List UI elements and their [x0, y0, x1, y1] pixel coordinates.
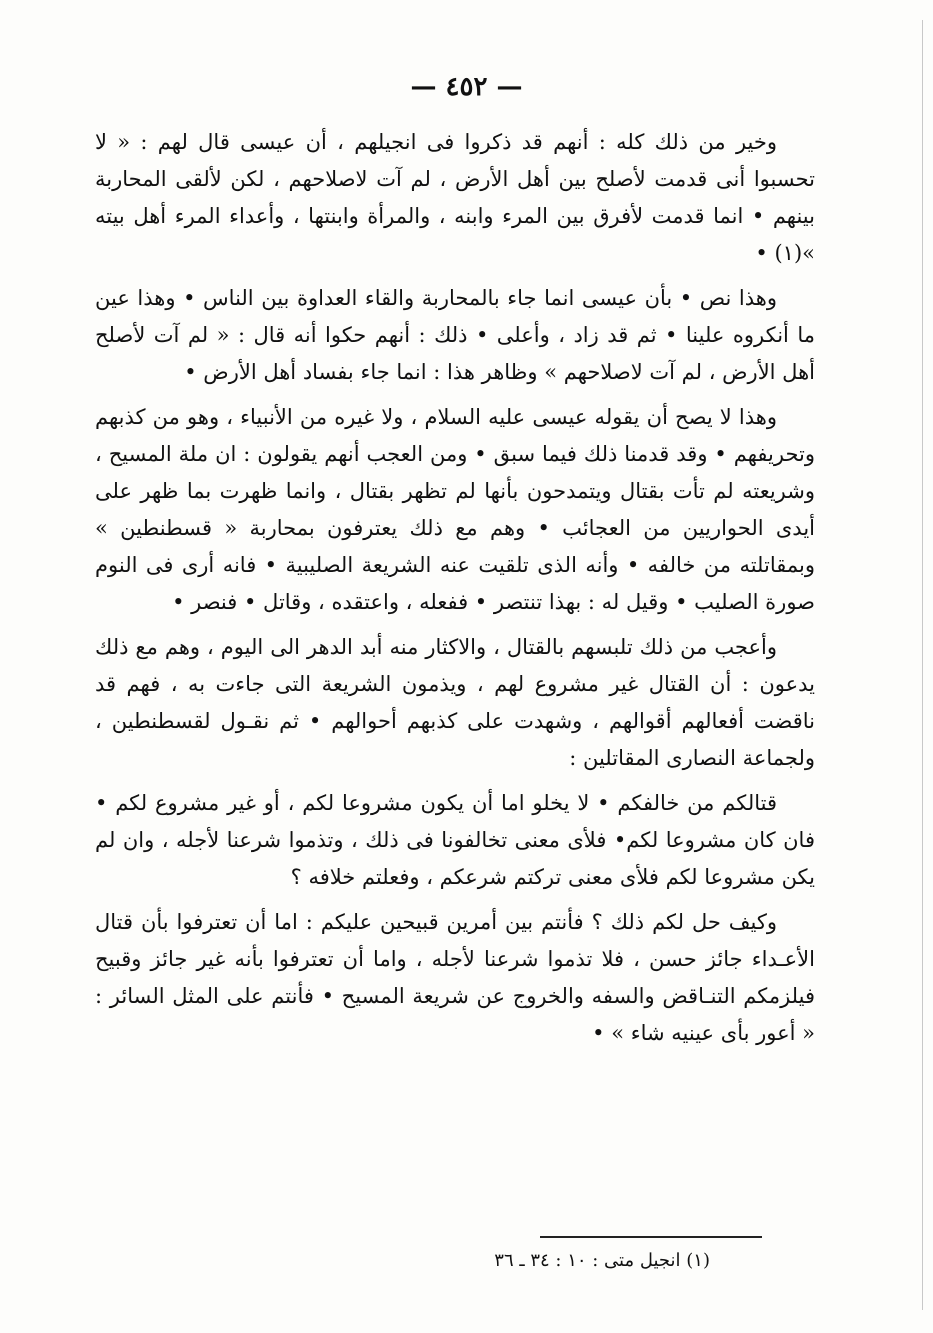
paragraph-5: قتالكم من خالفكم • لا يخلو اما أن يكون مشروعا لكم ، أو غير مشروع لكم • فان كان مشروعا لكم• فلأى معنى تخالفونا فى ذلك ، وتذموا شرعنا لأجله ، وان لم يكن مشروعا لكم فلأى معنى تركتم شرعكم ، وفعلتم خلافه ؟ [95, 791, 815, 889]
page-number: — ٤٥٢ — [410, 72, 523, 102]
body-text [95, 124, 815, 1060]
paragraph-6: وكيف حل لكم ذلك ؟ فأنتم بين أمرين قبيحين عليكم : اما أن تعترفوا بأن قتال الأعـداء جائز حسن ، فلا تذموا شرعنا لأجله ، واما أن تعترفوا بأنه غير جائز وقبيح فيلزمكم التنـاقض والسفه والخروج عن شريعة المسيح • فأنتم على المثل السائر : « أعور بأى عينيه شاء » • [95, 910, 815, 1045]
paragraph-4: وأعجب من ذلك تلبسهم بالقتال ، والاكثار منه أبد الدهر الى اليوم ، وهم مع ذلك يدعون : أن القتال غير مشروع لهم ، ويذمون الشريعة التى جاءت به ، فهم قد ناقضت أفعالهم أقوالهم ، وشهدت على كذبهم أحوالهم • ثم نقـول لقسطنطين ، ولجماعة النصارى المقاتلين : [95, 635, 815, 770]
page-edge-line [922, 20, 923, 1310]
paragraph-1: وخير من ذلك كله : أنهم قد ذكروا فى انجيلهم ، أن عيسى قال لهم : « لا تحسبوا أنى قدمت لأصلح بين أهل الأرض ، لم آت لاصلاحهم ، لكن لألقى المحاربة بينهم • انما قدمت لأفرق بين المرء وابنه ، والمرأة وابنتها ، وأعداء المرء أهل بيته »(١) • [95, 130, 815, 265]
footnote-divider [540, 1236, 762, 1238]
paragraph-3: وهذا لا يصح أن يقوله عيسى عليه السلام ، ولا غيره من الأنبياء ، وهو من كذبهم وتحريفهم • وقد قدمنا ذلك فيما سبق • ومن العجب أنهم يقولون : ان ملة المسيح ، وشريعته لم تأت بقتال ويتمدحون بأنها لم تظهر بقتال ، وانما ظهرت بما ظهر على أيدى الحواريين من العجائب • وهم مع ذلك يعترفون بمحاربة « قسطنطين » وبمقاتلته من خالفه • وأنه الذى تلقيت عنه الشريعة الصليبية • فانه أرى فى النوم صورة الصليب • وقيل له : بهذا تنتصر • ففعله ، واعتقده ، وقاتل • فنصر • [95, 405, 815, 614]
footnote: (١) انجيل متى : ١٠ : ٣٤ ـ ٣٦ [494, 1250, 710, 1271]
paragraph-2: وهذا نص • بأن عيسى انما جاء بالمحاربة والقاء العداوة بين الناس • وهذا عين ما أنكروه علينا • ثم قد زاد ، وأعلى • ذلك : أنهم حكوا أنه قال : « لم آت لأصلح أهل الأرض ، لم آت لاصلاحهم » وظاهر هذا : انما جاء بفساد أهل الأرض • [95, 286, 815, 384]
